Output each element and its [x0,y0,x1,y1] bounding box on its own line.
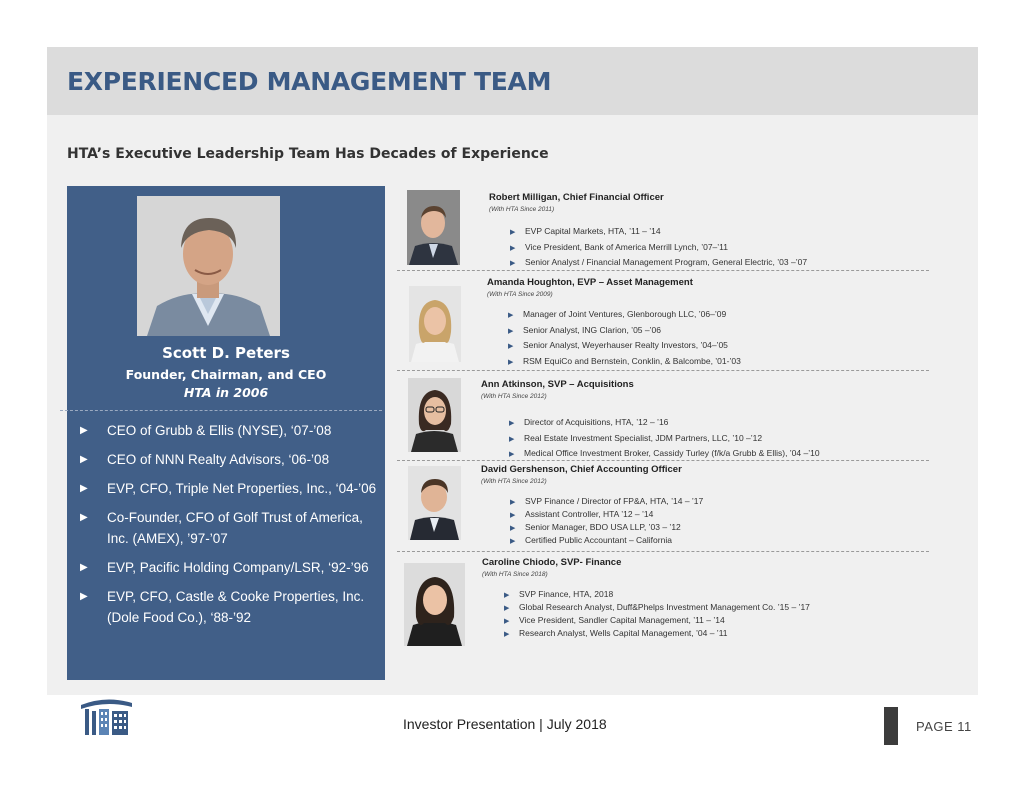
page-number: PAGE 11 [916,719,972,734]
triangle-right-icon: ▶ [508,343,514,350]
slide-title: EXPERIENCED MANAGEMENT TEAM [67,67,552,96]
triangle-right-icon: ▶ [509,451,515,458]
triangle-right-icon: ▶ [80,512,88,523]
list-item: ▶ EVP, Pacific Holding Company/LSR, ‘92-’96 [80,557,380,578]
title-bar [47,47,978,115]
list-item: ▶ Vice President, Sandler Capital Management, ’11 – ’14 [504,615,725,625]
list-item: ▶ EVP Capital Markets, HTA, ’11 – ’14 [510,226,661,236]
slide-subtitle: HTA’s Executive Leadership Team Has Decades of Experience [67,146,549,162]
footer-text: Investor Presentation | July 2018 [403,716,607,732]
list-item: ▶ Medical Office Investment Broker, Cassidy Turley (f/k/a Grubb & Ellis), ’04 –’10 [509,448,820,458]
list-item: ▶ Director of Acquisitions, HTA, ’12 – ’16 [509,417,669,427]
ceo-divider [60,410,382,411]
executive-name: Robert Milligan, Chief Financial Officer [489,192,664,203]
list-item: ▶ Co-Founder, CFO of Golf Trust of America, Inc. (AMEX), ’97-’07 [80,507,380,549]
triangle-right-icon: ▶ [509,420,515,427]
triangle-right-icon: ▶ [504,605,510,612]
ceo-name: Scott D. Peters [162,344,290,362]
list-item: ▶ SVP Finance / Director of FP&A, HTA, ’14 – ’17 [510,496,704,506]
list-item: ▶ Global Research Analyst, Duff&Phelps Investment Management Co. ’15 – ’17 [504,602,810,612]
triangle-right-icon: ▶ [510,499,516,506]
triangle-right-icon: ▶ [80,425,88,436]
triangle-right-icon: ▶ [80,562,88,573]
executive-name: Caroline Chiodo, SVP- Finance [482,557,622,568]
triangle-right-icon: ▶ [80,483,88,494]
divider [397,270,929,271]
executive-name: Ann Atkinson, SVP – Acquisitions [481,379,634,390]
divider [397,551,929,552]
ceo-tenure: HTA in 2006 [183,385,269,400]
triangle-right-icon: ▶ [80,454,88,465]
triangle-right-icon: ▶ [510,229,516,236]
list-item: ▶ SVP Finance, HTA, 2018 [504,589,614,599]
executive-tenure: (With HTA Since 2009) [487,291,553,298]
triangle-right-icon: ▶ [510,260,516,267]
list-item: ▶ CEO of Grubb & Ellis (NYSE), ‘07-’08 [80,420,380,441]
list-item: ▶ Manager of Joint Ventures, Glenborough LLC, ’06–’09 [508,309,727,319]
list-item: ▶ Certified Public Accountant – California [510,535,672,545]
executive-tenure: (With HTA Since 2012) [481,393,547,400]
ceo-experience-list [80,420,380,636]
list-item: ▶ Senior Analyst, ING Clarion, ’05 –’06 [508,325,661,335]
triangle-right-icon: ▶ [508,328,514,335]
triangle-right-icon: ▶ [510,245,516,252]
ceo-role: Founder, Chairman, and CEO [125,367,327,382]
footer-accent-bar [884,707,898,745]
triangle-right-icon: ▶ [508,312,514,319]
executive-photo [408,378,461,452]
list-item: ▶ Vice President, Bank of America Merrill Lynch, ’07–’11 [510,242,728,252]
executive-photo [408,466,461,540]
list-item: ▶ Assistant Controller, HTA ’12 – ’14 [510,509,654,519]
executive-tenure: (With HTA Since 2012) [481,478,547,485]
list-item: ▶ Real Estate Investment Specialist, JDM Partners, LLC, ’10 –’12 [509,433,763,443]
triangle-right-icon: ▶ [508,359,514,366]
executive-tenure: (With HTA Since 2018) [482,571,548,578]
triangle-right-icon: ▶ [510,512,516,519]
triangle-right-icon: ▶ [80,591,88,602]
company-logo [79,697,134,737]
divider [397,370,929,371]
triangle-right-icon: ▶ [510,538,516,545]
triangle-right-icon: ▶ [510,525,516,532]
list-item: ▶ EVP, CFO, Castle & Cooke Properties, Inc. (Dole Food Co.), ‘88-’92 [80,586,380,628]
executive-photo [407,190,460,265]
executive-name: David Gershenson, Chief Accounting Officer [481,464,682,475]
executive-photo [404,563,465,646]
triangle-right-icon: ▶ [504,618,510,625]
divider [397,460,929,461]
executive-name: Amanda Houghton, EVP – Asset Management [487,277,693,288]
triangle-right-icon: ▶ [509,436,515,443]
executive-tenure: (With HTA Since 2011) [489,206,555,213]
list-item: ▶ Senior Analyst, Weyerhauser Realty Investors, ’04–’05 [508,340,728,350]
triangle-right-icon: ▶ [504,631,510,638]
list-item: ▶ Senior Manager, BDO USA LLP, ’03 – ’12 [510,522,681,532]
triangle-right-icon: ▶ [504,592,510,599]
ceo-photo [137,196,280,336]
list-item: ▶ Research Analyst, Wells Capital Management, ’04 – ’11 [504,628,728,638]
list-item: ▶ CEO of NNN Realty Advisors, ‘06-’08 [80,449,380,470]
list-item: ▶ Senior Analyst / Financial Management Program, General Electric, ’03 –’07 [510,257,808,267]
list-item: ▶ RSM EquiCo and Bernstein, Conklin, & Balcombe, ’01-’03 [508,356,741,366]
list-item: ▶ EVP, CFO, Triple Net Properties, Inc., ‘04-’06 [80,478,380,499]
executive-photo [409,286,461,362]
